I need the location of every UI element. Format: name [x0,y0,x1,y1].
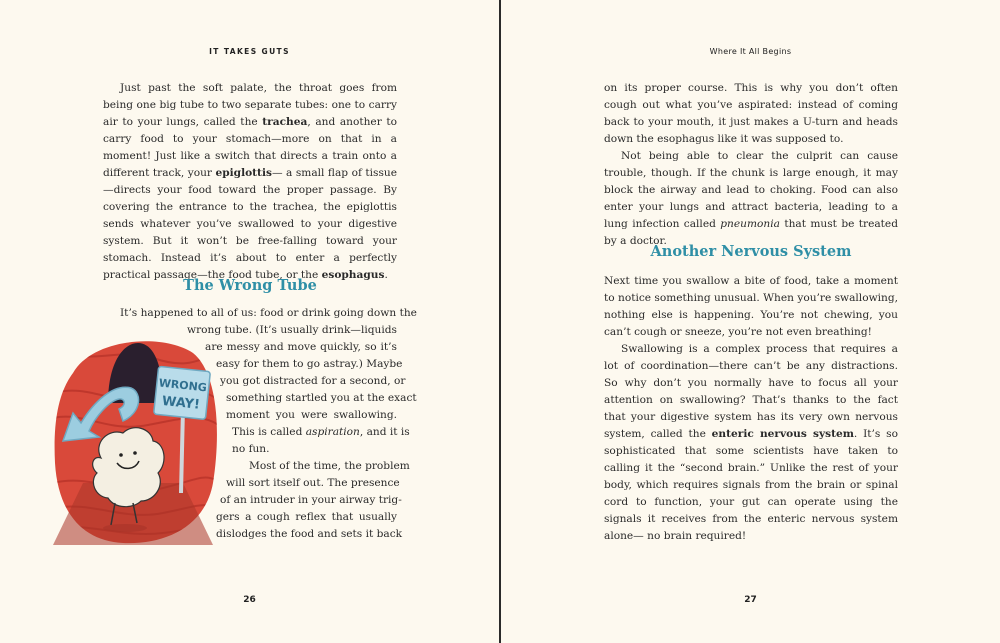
page-number-left: 26 [243,595,256,605]
text-run: — a small flap of tissue—directs your food toward the proper passage. By covering the entrance to the trachea, the epiglottis sends whatever you’ve swallowed to your digestive system. But it won’t be free-falling toward your stomach. Instead it’s about to enter a perfectly practical passage—the food tube, or the [103,167,397,281]
wrap-line: Most of the time, the problem [249,460,410,472]
page-number-right: 27 [744,595,757,605]
continued-text [604,80,898,250]
paragraph-3: Next time you swallow a bite of food, take a moment to notice something unusual. When you’re swallowing, nothing else is happening. You’re not chewing, you can’t cough or sneeze, you’re not even breathing! [604,275,898,338]
wrap-line: will sort itself out. The presence [226,477,400,489]
wrap-line: gers a cough reflex that usually [216,511,397,523]
left-page [0,0,499,643]
wrong-way-illustration [53,333,218,545]
text-run: , and another to carry food to your stomach—more on that in a moment! Just like a switch that directs a train onto a different track, your [103,116,397,179]
wrap-line: It’s happened to all of us: food or drink going down the [120,307,417,319]
term-pneumonia: pneumonia [720,218,780,230]
term-aspiration: aspiration [305,426,360,438]
term-enteric-nervous-system: enteric nervous system [711,428,854,440]
wrap-line: of an intruder in your airway trig- [220,494,402,506]
sign-text-1: WRONG [158,376,208,395]
text-run: that must be treated by a doctor. [604,218,898,247]
paragraph-4 [604,341,898,545]
term-trachea: trachea [262,116,308,128]
section-heading-nervous-system: Another Nervous System [650,243,852,260]
term-epiglottis: epiglottis [215,167,272,179]
wrap-line: are messy and move quickly, so it’s [205,341,397,353]
wrap-line: no fun. [232,443,270,455]
text-run: , and it is [359,426,410,438]
wrap-line: easy for them to go astray.) Maybe [216,358,403,370]
wrap-line [232,424,410,441]
nervous-system-text [604,273,898,545]
running-head-right: Where It All Begins [709,47,792,56]
sign-post [181,408,183,493]
text-run: . [384,269,388,281]
text-run: This is called [232,426,306,438]
wrap-line: moment you were swallowing. [226,409,397,421]
wrap-line: dislodges the food and sets it back [216,528,403,540]
text-run: Not being able to clear the culprit can cause trouble, though. If the chunk is large enough, it may block the airway and lead to choking. Food can also enter your lungs and attract bacteria, leading to a lung infection called [604,150,898,230]
running-head-left: IT TAKES GUTS [209,47,290,56]
sign-text-2: WAY! [161,393,201,413]
wrap-line: you got distracted for a second, or [220,375,406,387]
text-run: Swallowing is a complex process that requires a lot of coordination—there can’t be any distractions. So why don’t you normally have to focus all your attention on swallowing? That’s thanks to the fact that your digestive system has its very own nervous system, called the [604,343,898,440]
continued-paragraph: on its proper course. This is why you don’t often cough out what you’ve aspirated: instead of coming back to your mouth, it just makes a U-turn and heads down the esophagus like it was supposed to. [604,82,898,145]
wrap-line: something startled you at the exact [226,392,417,404]
text-run: . It’s so sophisticated that some scientists have taken to calling it the “second brain.” Unlike the rest of your body, which requires signals from the brain or spinal cord to function, your gut can operate using the signals it receives from the enteric nervous system alone— no brain required! [604,428,898,542]
intro-paragraph [103,80,397,284]
paragraph-2 [604,148,898,250]
text-run: Just past the soft palate, the throat goes from being one big tube to two separate tubes: one to carry air to your lungs, called the [103,82,397,128]
wrap-line: wrong tube. (It’s usually drink—liquids [187,324,397,336]
right-page [501,0,1000,643]
term-esophagus: esophagus [321,269,385,281]
section-heading-wrong-tube: The Wrong Tube [183,277,317,294]
